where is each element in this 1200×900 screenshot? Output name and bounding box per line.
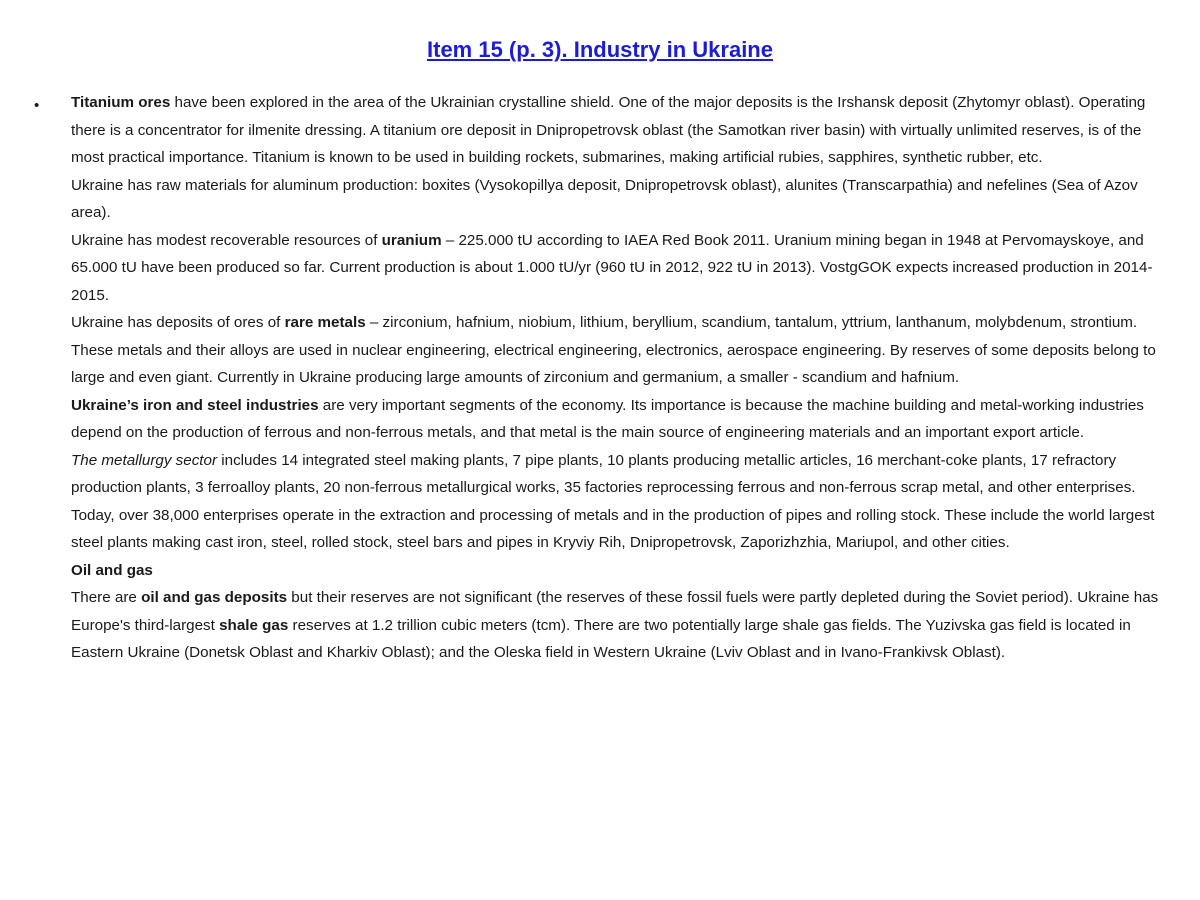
term-shale-gas: shale gas <box>219 616 289 634</box>
paragraph-text: – 225.000 tU according to IAEA Red Book 2011. Uranium mining began in 1948 at Pervomayskoye, and 65.000 tU have been produced so far. Current production is about 1.000 tU/yr (960 tU in 2012, 922 tU in 2013). VostgGOK expects increased production in 2014-2015. <box>71 231 1153 304</box>
title-link[interactable]: Item 15 (p. 3). Industry in Ukraine <box>427 37 773 62</box>
term-titanium-ores: Titanium ores <box>71 94 171 111</box>
page-title <box>0 36 1200 64</box>
term-rare-metals: rare metals <box>284 314 366 331</box>
paragraph-uranium <box>71 227 1171 310</box>
paragraph-text: Ukraine has modest recoverable resources of <box>71 231 382 249</box>
term-metallurgy-sector: The metallurgy sector <box>71 451 218 469</box>
paragraph-oil-gas <box>71 584 1171 667</box>
paragraph-text: but their reserves are not significant (the reserves of these fossil fuels were partly depleted during the Soviet period). Ukraine has Europe's third-largest <box>71 589 1159 634</box>
paragraph-enterprises <box>71 502 1171 557</box>
paragraph-text: have been explored in the area of the Ukrainian crystalline shield. One of the major deposits is the Irshansk deposit (Zhytomyr oblast). Operating there is a concentrator for ilmenite dressing. A titanium ore deposit in Dnipropetrovsk oblast (the Samotkan river basin) with virtually unlimited reserves, is of the most practical importance. Titanium is known to be used in building rockets, submarines, making artificial rubies, sapphires, synthetic rubber, etc. <box>71 94 1146 166</box>
paragraph-text: Today, over 38,000 enterprises operate in the extraction and processing of metals and in the production of pipes and rolling stock. These include the world largest steel plants making cast iron, steel, rolled stock, steel bars and pipes in Kryviy Rih, Dnipropetrovsk, Zaporizhzhia, Mariupol, and other cities. <box>71 506 1155 551</box>
heading-oil-gas <box>71 557 1171 585</box>
document-body <box>71 89 1171 667</box>
term-uranium: uranium <box>381 231 442 249</box>
paragraph-text: Ukraine has deposits of ores of <box>71 314 285 331</box>
paragraph-text: reserves at 1.2 trillion cubic meters (tcm). There are two potentially large shale gas fields. The Yuzivska gas field is located in Eastern Ukraine (Donetsk Oblast and Kharkiv Oblast); and the Oleska field in Western Ukraine (Lviv Oblast and in Ivano-Frankivsk Oblast). <box>71 616 1131 661</box>
term-oil-gas-deposits: oil and gas deposits <box>141 589 288 606</box>
paragraph-titanium <box>71 89 1171 172</box>
paragraph-rare-metals <box>71 309 1171 392</box>
paragraph-text: There are <box>71 589 142 606</box>
paragraph-iron-steel <box>71 392 1171 447</box>
paragraph-text: are very important segments of the economy. Its importance is because the machine building and metal-working industries depend on the production of ferrous and non-ferrous metals, and that metal is the main source of engineering materials and an important export article. <box>71 396 1144 441</box>
paragraph-metallurgy <box>71 447 1171 502</box>
section-heading: Oil and gas <box>71 561 153 579</box>
paragraph-text: includes 14 integrated steel making plants, 7 pipe plants, 10 plants producing metallic articles, 16 merchant-coke plants, 17 refractory production plants, 3 ferroalloy plants, 20 non-ferrous metallurgical works, 35 factories reprocessing ferrous and non-ferrous scrap metal, and other enterprises. <box>71 451 1136 496</box>
bullet-marker: • <box>34 97 40 114</box>
paragraph-text: Ukraine has raw materials for aluminum production: boxites (Vysokopillya deposit, Dnipropetrovsk oblast), alunites (Transcarpathia) and nefelines (Sea of Azov area). <box>71 176 1138 221</box>
term-iron-steel: Ukraine’s iron and steel industries <box>71 396 319 414</box>
paragraph-aluminum <box>71 172 1171 227</box>
paragraph-text: – zirconium, hafnium, niobium, lithium, beryllium, scandium, tantalum, yttrium, lanthanum, molybdenum, strontium. These metals and their alloys are used in nuclear engineering, electrical engineering, electronics, aerospace engineering. By reserves of some deposits belong to large and even giant. Currently in Ukraine producing large amounts of zirconium and germanium, a smaller - scandium and hafnium. <box>71 314 1156 386</box>
